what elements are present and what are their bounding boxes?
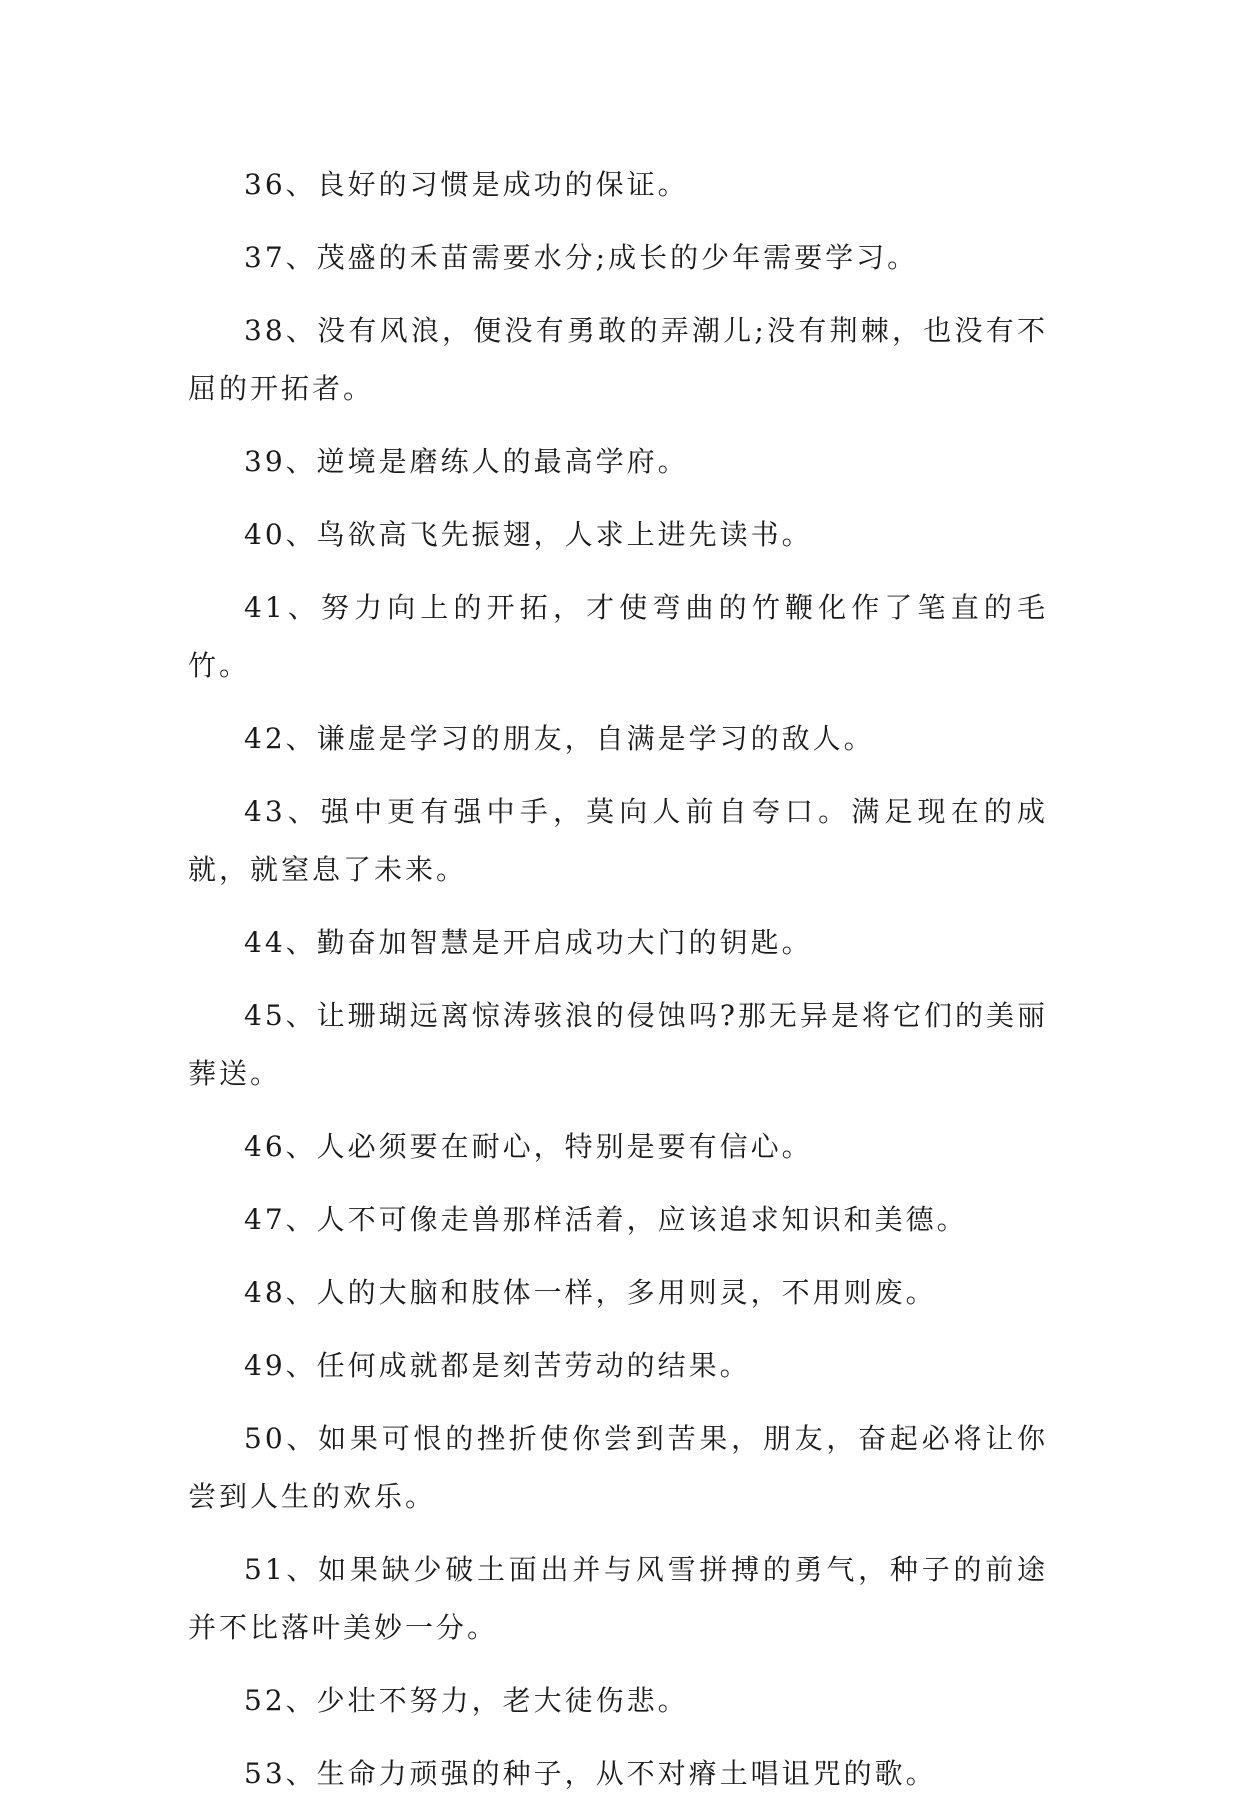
- quote-paragraph: 48、人的大脑和肢体一样，多用则灵，不用则废。: [244, 1276, 937, 1309]
- quote-paragraph: 36、良好的习惯是成功的保证。: [244, 168, 689, 201]
- quote-paragraph: 53、生命力顽强的种子，从不对瘠土唱诅咒的歌。: [244, 1757, 937, 1790]
- quote-paragraph: 41、努力向上的开拓，才使弯曲的竹鞭化作了笔直的毛竹。: [188, 591, 1048, 682]
- quote-paragraph: 52、少壮不努力，老大徒伤悲。: [244, 1684, 689, 1717]
- quote-paragraph: 49、任何成就都是刻苦劳动的结果。: [244, 1349, 751, 1382]
- quote-paragraph: 51、如果缺少破土面出并与风雪拼搏的勇气，种子的前途并不比落叶美妙一分。: [188, 1553, 1048, 1644]
- quote-paragraph: 47、人不可像走兽那样活着，应该追求知识和美德。: [244, 1203, 968, 1236]
- quote-paragraph: 43、强中更有强中手，莫向人前自夸口。满足现在的成就，就窒息了未来。: [188, 795, 1048, 886]
- quote-paragraph: 37、茂盛的禾苗需要水分;成长的少年需要学习。: [244, 241, 919, 274]
- quote-paragraph: 44、勤奋加智慧是开启成功大门的钥匙。: [244, 926, 813, 959]
- quote-paragraph: 50、如果可恨的挫折使你尝到苦果，朋友，奋起必将让你尝到人生的欢乐。: [188, 1422, 1048, 1513]
- quote-paragraph: 40、鸟欲高飞先振翅，人求上进先读书。: [244, 518, 813, 551]
- document-body: [188, 156, 1048, 1818]
- quote-paragraph: 46、人必须要在耐心，特别是要有信心。: [244, 1130, 813, 1163]
- quote-paragraph: 39、逆境是磨练人的最高学府。: [244, 445, 689, 478]
- quote-paragraph: 38、没有风浪，便没有勇敢的弄潮儿;没有荆棘，也没有不屈的开拓者。: [188, 314, 1048, 405]
- quote-paragraph: 42、谦虚是学习的朋友，自满是学习的敌人。: [244, 722, 875, 755]
- quote-paragraph: 45、让珊瑚远离惊涛骇浪的侵蚀吗?那无异是将它们的美丽葬送。: [188, 999, 1048, 1090]
